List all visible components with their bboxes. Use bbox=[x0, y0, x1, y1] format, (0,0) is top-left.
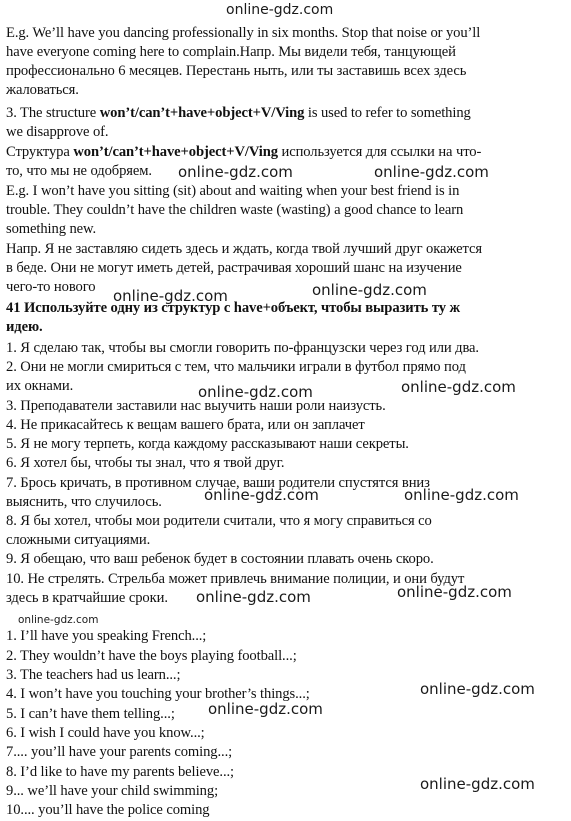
list-item: их окнами. bbox=[6, 378, 74, 394]
list-item: выяснить, что случилось. bbox=[6, 494, 162, 510]
list-item: 10. Не стрелять. Стрельба может привлечь внимание полиции, и они будут bbox=[6, 571, 465, 587]
watermark: online-gdz.com bbox=[401, 378, 516, 396]
watermark: online-gdz.com bbox=[420, 680, 535, 698]
answer-item: 10.... you’ll have the police coming bbox=[6, 802, 210, 818]
watermark-top: online-gdz.com bbox=[226, 2, 334, 18]
list-item: 6. Я хотел бы, чтобы ты знал, что я твой друг. bbox=[6, 455, 285, 471]
text-line: жаловаться. bbox=[6, 82, 79, 98]
watermark: online-gdz.com bbox=[420, 775, 535, 793]
rule-text: is used to refer to something bbox=[304, 105, 471, 121]
text-line: E.g. I won’t have you sitting (sit) about and waiting when your best friend is in bbox=[6, 183, 460, 199]
text-line: we disapprove of. bbox=[6, 124, 109, 140]
list-item: здесь в кратчайшие сроки. bbox=[6, 590, 168, 606]
watermark: online-gdz.com bbox=[198, 383, 313, 401]
rule-text: Структура bbox=[6, 144, 74, 160]
answer-item: 4. I won’t have you touching your brother’s things...; bbox=[6, 686, 310, 702]
text-line: trouble. They couldn’t have the children waste (wasting) a good chance to learn bbox=[6, 202, 464, 218]
answer-item: 1. I’ll have you speaking French...; bbox=[6, 628, 207, 644]
list-item: 5. Я не могу терпеть, когда каждому рассказывают наши секреты. bbox=[6, 436, 409, 452]
text-line: have everyone coming here to complain.Напр. Мы видели тебя, танцующей bbox=[6, 44, 456, 60]
rule-formula: won’t/can’t+have+object+V/Ving bbox=[73, 144, 278, 160]
text-line: Напр. Я не заставляю сидеть здесь и ждать, когда твой лучший друг окажется bbox=[6, 241, 482, 257]
watermark: online-gdz.com bbox=[204, 486, 319, 504]
answer-item: 8. I’d like to have my parents believe...; bbox=[6, 764, 235, 780]
rule-text: 3. The structure bbox=[6, 105, 100, 121]
text-line: в беде. Они не могут иметь детей, растрачивая хороший шанс на изучение bbox=[6, 260, 462, 276]
list-item: 9. Я обещаю, что ваш ребенок будет в состоянии плавать очень скоро. bbox=[6, 551, 434, 567]
answer-item: 2. They wouldn’t have the boys playing football...; bbox=[6, 648, 297, 664]
list-item: 4. Не прикасайтесь к вещам вашего брата, или он заплачет bbox=[6, 417, 365, 433]
text-line: E.g. We’ll have you dancing professionally in six months. Stop that noise or you’ll bbox=[6, 25, 481, 41]
watermark: online-gdz.com bbox=[196, 588, 311, 606]
rule-line bbox=[6, 104, 471, 122]
answer-item: 3. The teachers had us learn...; bbox=[6, 667, 181, 683]
watermark: online-gdz.com bbox=[312, 281, 427, 299]
list-item: 8. Я бы хотел, чтобы мои родители считали, что я могу справиться со bbox=[6, 513, 432, 529]
list-item: сложными ситуациями. bbox=[6, 532, 151, 548]
watermark: online-gdz.com bbox=[178, 163, 293, 181]
watermark: online-gdz.com bbox=[208, 700, 323, 718]
watermark: online-gdz.com bbox=[113, 287, 228, 305]
watermark: online-gdz.com bbox=[404, 486, 519, 504]
exercise-heading: идею. bbox=[6, 319, 43, 335]
text-line: то, что мы не одобряем. bbox=[6, 163, 152, 179]
rule-line-ru bbox=[6, 143, 481, 161]
text-line: чего-то нового bbox=[6, 279, 96, 295]
text-line: something new. bbox=[6, 221, 97, 237]
answer-item: 7.... you’ll have your parents coming...; bbox=[6, 744, 233, 760]
list-item: 7. Брось кричать, в противном случае, ваши родители спустятся вниз bbox=[6, 475, 430, 491]
watermark: online-gdz.com bbox=[397, 583, 512, 601]
answer-item: 5. I can’t have them telling...; bbox=[6, 706, 175, 722]
watermark: online-gdz.com bbox=[374, 163, 489, 181]
list-item: 3. Преподаватели заставили нас выучить наши роли наизусть. bbox=[6, 398, 386, 414]
rule-formula: won’t/can’t+have+object+V/Ving bbox=[99, 105, 305, 121]
text-line: профессионально 6 месяцев. Перестань ныть, или ты заставишь всех здесь bbox=[6, 63, 467, 79]
answer-item: 6. I wish I could have you know...; bbox=[6, 725, 205, 741]
exercise-heading: 41 Используйте одну из структур с have+объект, чтобы выразить ту ж bbox=[6, 300, 460, 316]
list-item: 2. Они не могли смириться с тем, что мальчики играли в футбол прямо под bbox=[6, 359, 466, 375]
rule-text: используется для ссылки на что- bbox=[277, 144, 482, 160]
watermark-small: online-gdz.com bbox=[18, 614, 99, 626]
answer-item: 9... we’ll have your child swimming; bbox=[6, 783, 219, 799]
list-item: 1. Я сделаю так, чтобы вы смогли говорить по-французски через год или два. bbox=[6, 340, 479, 356]
